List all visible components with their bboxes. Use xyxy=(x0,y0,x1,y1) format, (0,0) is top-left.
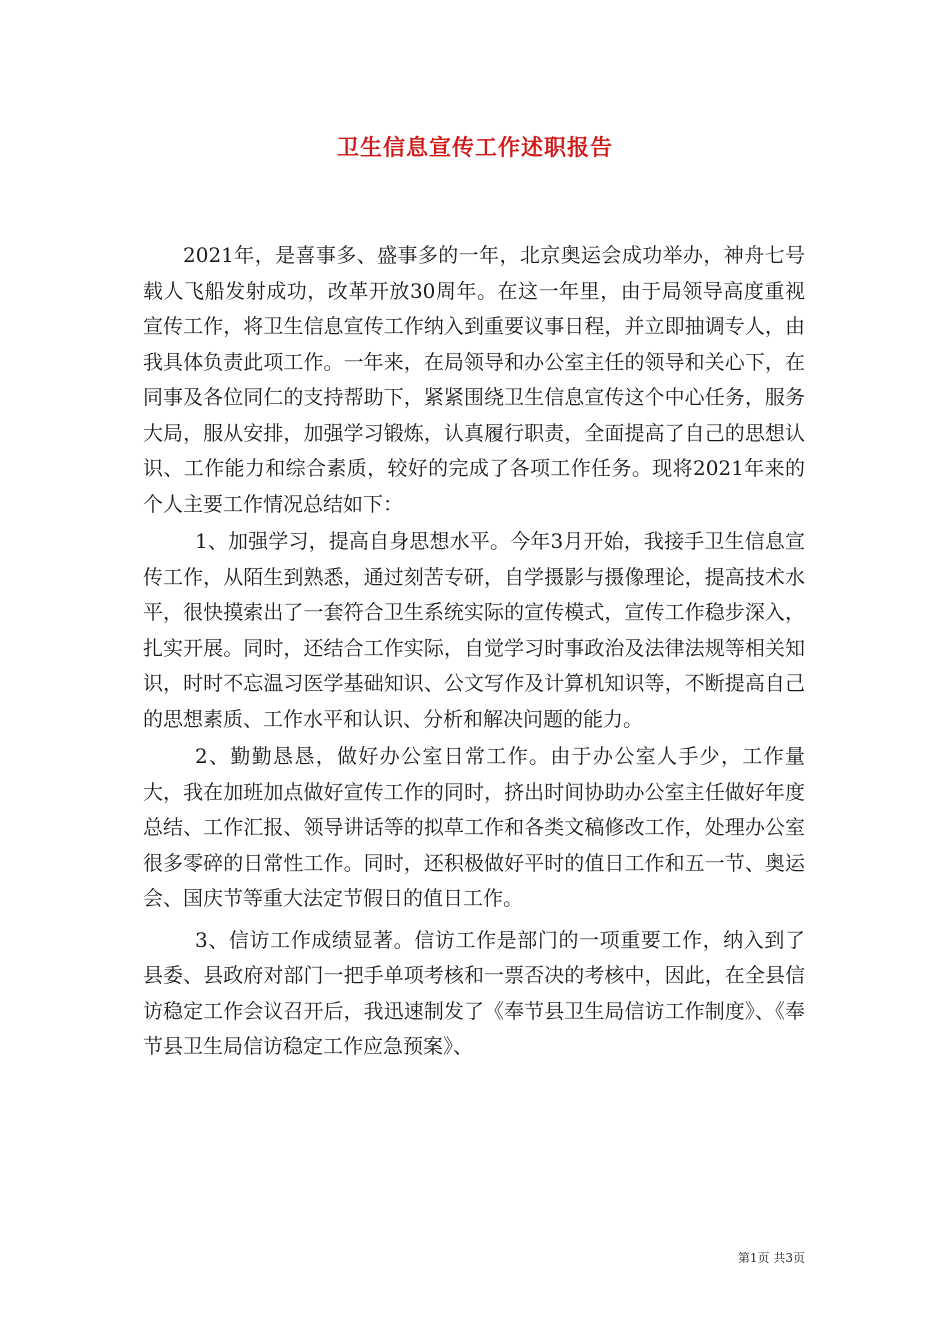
document-body xyxy=(143,238,805,1065)
page-number-footer: 第1页 共3页 xyxy=(737,1251,805,1265)
paragraph-intro: 2021年，是喜事多、盛事多的一年，北京奥运会成功举办，神舟七号载人飞船发射成功，改革开放30周年。在这一年里，由于局领导高度重视宣传工作，将卫生信息宣传工作纳入到重要议事日程，并立即抽调专人，由我具体负责此项工作。一年来，在局领导和办公室主任的领导和关心下，在同事及各位同仁的支持帮助下，紧紧围绕卫生信息宣传这个中心任务，服务大局，服从安排，加强学习锻炼，认真履行职责，全面提高了自己的思想认识、工作能力和综合素质，较好的完成了各项工作任务。现将2021年来的个人主要工作情况总结如下： xyxy=(143,243,805,516)
paragraph-section-2: 2、勤勤恳恳，做好办公室日常工作。由于办公室人手少，工作量大，我在加班加点做好宣传工作的同时，挤出时间协助办公室主任做好年度总结、工作汇报、领导讲话等的拟草工作和各类文稿修改工作，处理办公室很多零碎的日常性工作。同时，还积极做好平时的值日工作和五一节、奥运会、国庆节等重大法定节假日的值日工作。 xyxy=(143,744,805,910)
document-title: 卫生信息宣传工作述职报告 xyxy=(336,135,613,161)
paragraph-section-3: 3、信访工作成绩显著。信访工作是部门的一项重要工作，纳入到了县委、县政府对部门一把手单项考核和一票否决的考核中，因此，在全县信访稳定工作会议召开后，我迅速制发了《奉节县卫生局信访工作制度》、《奉节县卫生局信访稳定工作应急预案》、 xyxy=(143,927,805,1058)
paragraph-section-1: 1、加强学习，提高自身思想水平。今年3月开始，我接手卫生信息宣传工作，从陌生到熟悉，通过刻苦专研，自学摄影与摄像理论，提高技术水平，很快摸索出了一套符合卫生系统实际的宣传模式，宣传工作稳步深入，扎实开展。同时，还结合工作实际，自觉学习时事政治及法律法规等相关知识，时时不忘温习医学基础知识、公文写作及计算机知识等，不断提高自己的思想素质、工作水平和认识、分析和解决问题的能力。 xyxy=(143,529,805,731)
